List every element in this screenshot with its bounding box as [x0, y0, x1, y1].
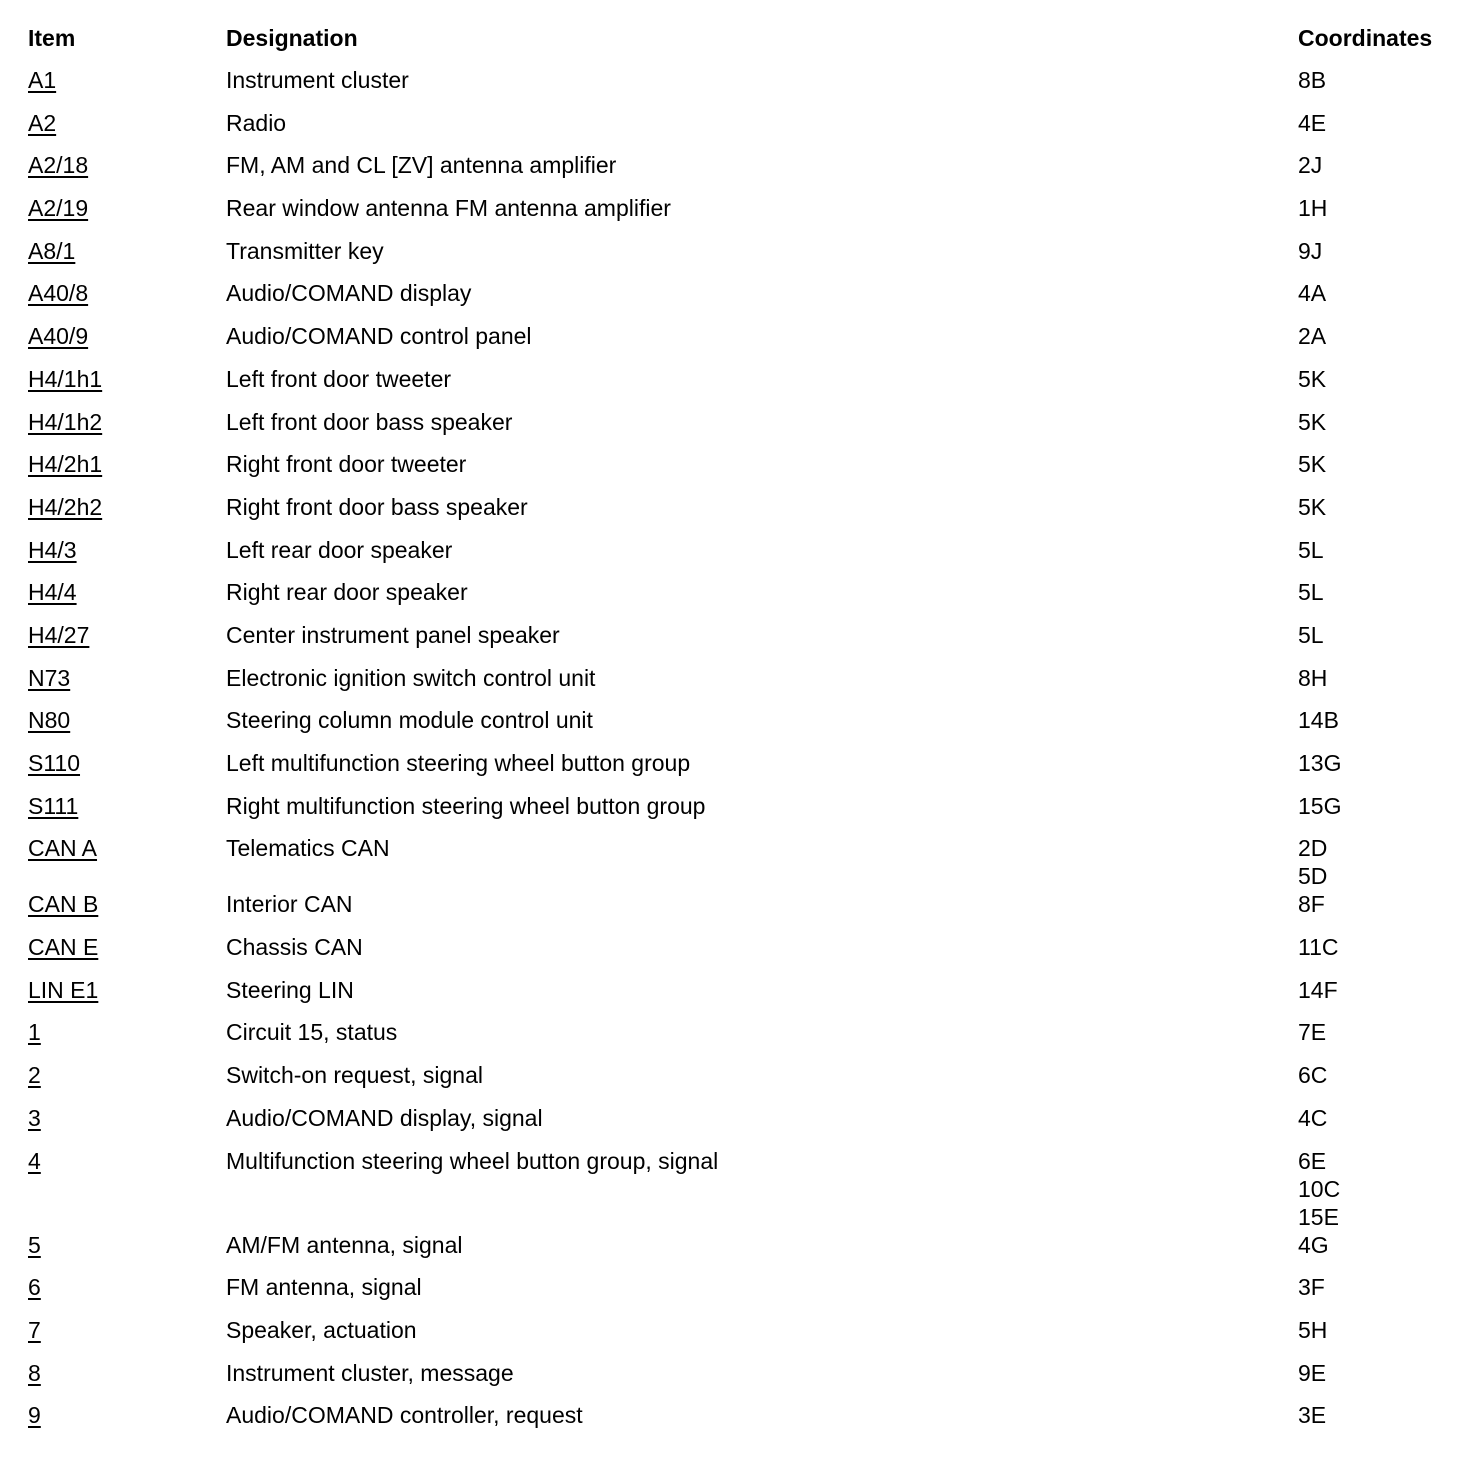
coordinates-cell [1298, 1147, 1448, 1231]
item-cell [28, 66, 226, 94]
designation-cell: Chassis CAN [226, 934, 363, 961]
designation-cell: Left multifunction steering wheel button group [226, 750, 691, 776]
coordinate-value: 14B [1298, 707, 1339, 734]
designation-cell: Switch-on request, signal [226, 1062, 483, 1089]
coordinate-value: 5K [1298, 408, 1327, 435]
designation-cell: Left rear door speaker [226, 536, 453, 563]
item-cell [28, 578, 226, 606]
designation-cell: Radio [226, 109, 287, 136]
item-link[interactable]: 2 [28, 1062, 41, 1089]
coordinates-cell [1298, 834, 1448, 890]
coordinates-cell [1298, 194, 1448, 222]
table-row [28, 834, 1448, 890]
item-cell [28, 1231, 226, 1259]
designation-cell: Audio/COMAND display, signal [226, 1104, 543, 1131]
table-row [28, 365, 1448, 408]
table-row [28, 1018, 1448, 1061]
coordinates-cell [1298, 621, 1448, 649]
coordinates-cell [1298, 578, 1448, 606]
designation-cell: Telematics CAN [226, 835, 390, 862]
table-row [28, 450, 1448, 493]
designation-cell: Audio/COMAND controller, request [226, 1402, 583, 1429]
designation-cell: FM, AM and CL [ZV] antenna amplifier [226, 152, 617, 179]
item-link[interactable]: N73 [28, 664, 71, 691]
coordinate-value: 5D [1298, 863, 1328, 890]
item-link[interactable]: A40/8 [28, 280, 89, 307]
item-cell [28, 1401, 226, 1429]
coordinate-value: 15E [1298, 1203, 1339, 1230]
designation-cell: Speaker, actuation [226, 1316, 417, 1343]
item-link[interactable]: LIN E1 [28, 976, 99, 1003]
coordinate-value: 11C [1298, 934, 1339, 961]
coordinates-cell [1298, 1316, 1448, 1344]
item-link[interactable]: CAN B [28, 891, 99, 918]
item-link[interactable]: 3 [28, 1104, 41, 1131]
coordinate-value: 6C [1298, 1062, 1328, 1089]
item-cell [28, 493, 226, 521]
table-row [28, 536, 1448, 579]
item-cell [28, 1104, 226, 1132]
coordinates-cell [1298, 365, 1448, 393]
coordinates-cell [1298, 408, 1448, 436]
designation-cell: Left front door tweeter [226, 365, 452, 392]
coordinate-value: 2J [1298, 152, 1323, 179]
table-row [28, 1316, 1448, 1359]
item-cell [28, 664, 226, 692]
designation-cell: Right front door tweeter [226, 451, 467, 478]
coordinate-value: 8B [1298, 67, 1327, 93]
item-cell [28, 365, 226, 393]
coordinate-value: 5L [1298, 579, 1324, 606]
coordinates-cell [1298, 976, 1448, 1004]
item-cell [28, 1273, 226, 1301]
item-cell [28, 237, 226, 265]
designation-cell: Rear window antenna FM antenna amplifier [226, 195, 671, 222]
designation-cell: Circuit 15, status [226, 1019, 398, 1046]
coordinates-cell [1298, 664, 1448, 692]
item-cell [28, 834, 226, 862]
item-link[interactable]: H4/2h1 [28, 451, 103, 478]
item-link[interactable]: 1 [28, 1019, 41, 1046]
table-row [28, 66, 1448, 109]
item-link[interactable]: H4/27 [28, 621, 90, 648]
item-cell [28, 408, 226, 436]
coordinate-value: 5H [1298, 1316, 1328, 1343]
item-cell [28, 621, 226, 649]
item-cell [28, 1061, 226, 1089]
table-row [28, 1401, 1448, 1444]
item-link[interactable]: CAN E [28, 934, 99, 961]
coordinate-value: 10C [1298, 1175, 1341, 1202]
coordinate-value: 4C [1298, 1104, 1328, 1131]
coordinates-cell [1298, 1231, 1448, 1259]
item-link[interactable]: 7 [28, 1316, 41, 1343]
table-row [28, 933, 1448, 976]
coordinate-value: 14F [1298, 976, 1338, 1003]
designation-cell: Right front door bass speaker [226, 493, 528, 520]
item-link[interactable]: N80 [28, 707, 71, 734]
coordinates-cell [1298, 1359, 1448, 1387]
coordinates-cell [1298, 890, 1448, 918]
coordinate-value: 5L [1298, 536, 1324, 563]
designation-cell: Audio/COMAND control panel [226, 323, 532, 350]
coordinates-cell [1298, 1273, 1448, 1301]
coordinate-value: 5K [1298, 365, 1327, 392]
coordinates-cell [1298, 1061, 1448, 1089]
item-cell [28, 279, 226, 307]
coordinates-cell [1298, 493, 1448, 521]
designation-cell: FM antenna, signal [226, 1274, 422, 1301]
table-body [28, 66, 1448, 1444]
item-link[interactable]: A2/19 [28, 195, 89, 222]
designation-cell: AM/FM antenna, signal [226, 1231, 463, 1258]
table-row [28, 621, 1448, 664]
coordinate-value: 1H [1298, 195, 1328, 222]
item-link[interactable]: S111 [28, 792, 79, 819]
item-cell [28, 749, 226, 777]
coordinates-cell [1298, 749, 1448, 777]
designation-cell: Electronic ignition switch control unit [226, 664, 596, 691]
item-link[interactable]: CAN A [28, 835, 98, 862]
designation-cell: Multifunction steering wheel button group, signal [226, 1147, 719, 1174]
item-link[interactable]: H4/4 [28, 579, 77, 606]
item-link[interactable]: 5 [28, 1231, 41, 1258]
item-cell [28, 1316, 226, 1344]
coordinate-value: 3E [1298, 1402, 1327, 1429]
table-row [28, 279, 1448, 322]
designation-cell: Steering LIN [226, 976, 354, 1003]
table-row [28, 151, 1448, 194]
coordinates-cell [1298, 109, 1448, 137]
item-link[interactable]: A2/18 [28, 152, 89, 179]
item-cell [28, 792, 226, 820]
item-link[interactable]: H4/2h2 [28, 493, 103, 520]
coordinate-value: 7E [1298, 1019, 1327, 1046]
coordinates-cell [1298, 151, 1448, 179]
item-link[interactable]: H4/3 [28, 536, 77, 563]
coordinates-cell [1298, 322, 1448, 350]
component-legend-table [28, 24, 1448, 1444]
item-link[interactable]: H4/1h1 [28, 365, 103, 392]
table-row [28, 408, 1448, 451]
item-link[interactable]: 9 [28, 1402, 41, 1429]
coordinate-value: 4E [1298, 109, 1327, 136]
item-link[interactable]: A2 [28, 109, 57, 136]
item-cell [28, 706, 226, 734]
table-row [28, 706, 1448, 749]
coordinates-cell [1298, 279, 1448, 307]
table-row [28, 976, 1448, 1019]
table-row [28, 322, 1448, 365]
designation-cell: Audio/COMAND display [226, 280, 472, 307]
table-row [28, 194, 1448, 237]
item-link[interactable]: A40/9 [28, 323, 89, 350]
item-link[interactable]: 6 [28, 1274, 41, 1301]
table-row [28, 1147, 1448, 1231]
table-row [28, 890, 1448, 933]
coordinates-cell [1298, 66, 1448, 94]
table-row [28, 1231, 1448, 1274]
table-row [28, 493, 1448, 536]
item-link[interactable]: 8 [28, 1359, 41, 1386]
item-cell [28, 151, 226, 179]
coordinate-value: 5K [1298, 451, 1327, 478]
coordinate-value: 9J [1298, 237, 1323, 264]
table-row [28, 1359, 1448, 1402]
item-cell [28, 1359, 226, 1387]
item-cell [28, 450, 226, 478]
coordinates-cell [1298, 933, 1448, 961]
designation-cell: Right rear door speaker [226, 579, 468, 606]
item-link[interactable]: S110 [28, 750, 81, 776]
coordinates-cell [1298, 237, 1448, 265]
coordinate-value: 5L [1298, 621, 1324, 648]
item-link[interactable]: A1 [28, 67, 57, 93]
designation-cell: Interior CAN [226, 891, 353, 918]
coordinate-value: 5K [1298, 493, 1327, 520]
coordinate-value: 6E [1298, 1147, 1327, 1174]
header-designation: Designation [226, 25, 358, 51]
designation-cell: Instrument cluster, message [226, 1359, 514, 1386]
coordinates-cell [1298, 792, 1448, 820]
coordinates-cell [1298, 536, 1448, 564]
coordinate-value: 4G [1298, 1231, 1329, 1258]
designation-cell: Center instrument panel speaker [226, 621, 560, 648]
coordinates-cell [1298, 1104, 1448, 1132]
item-cell [28, 109, 226, 137]
coordinate-value: 3F [1298, 1274, 1325, 1301]
table-row [28, 664, 1448, 707]
coordinate-value: 15G [1298, 792, 1342, 819]
designation-cell: Transmitter key [226, 237, 384, 264]
table-header [28, 24, 1448, 66]
table-row [28, 1104, 1448, 1147]
designation-cell: Steering column module control unit [226, 707, 593, 734]
item-link[interactable]: 4 [28, 1147, 41, 1174]
coordinate-value: 8F [1298, 891, 1325, 918]
item-cell [28, 1147, 226, 1175]
item-link[interactable]: A8/1 [28, 237, 76, 264]
item-cell [28, 933, 226, 961]
designation-cell: Right multifunction steering wheel button group [226, 792, 706, 819]
item-cell [28, 536, 226, 564]
designation-cell: Left front door bass speaker [226, 408, 513, 435]
header-item: Item [28, 25, 76, 51]
item-cell [28, 976, 226, 1004]
item-cell [28, 194, 226, 222]
header-coordinates: Coordinates [1298, 25, 1433, 51]
item-link[interactable]: H4/1h2 [28, 408, 103, 435]
item-cell [28, 322, 226, 350]
coordinate-value: 13G [1298, 750, 1342, 776]
coordinate-value: 2A [1298, 323, 1327, 350]
coordinates-cell [1298, 706, 1448, 734]
item-cell [28, 1018, 226, 1046]
table-row [28, 237, 1448, 280]
coordinates-cell [1298, 1401, 1448, 1429]
table-row [28, 578, 1448, 621]
coordinate-value: 4A [1298, 280, 1327, 307]
coordinates-cell [1298, 1018, 1448, 1046]
designation-cell: Instrument cluster [226, 67, 409, 93]
coordinate-value: 8H [1298, 664, 1328, 691]
table-row [28, 109, 1448, 152]
item-cell [28, 890, 226, 918]
table-row [28, 1061, 1448, 1104]
coordinate-value: 2D [1298, 835, 1328, 862]
coordinate-value: 9E [1298, 1359, 1327, 1386]
table-row [28, 1273, 1448, 1316]
table-row [28, 792, 1448, 835]
table-row [28, 749, 1448, 792]
coordinates-cell [1298, 450, 1448, 478]
